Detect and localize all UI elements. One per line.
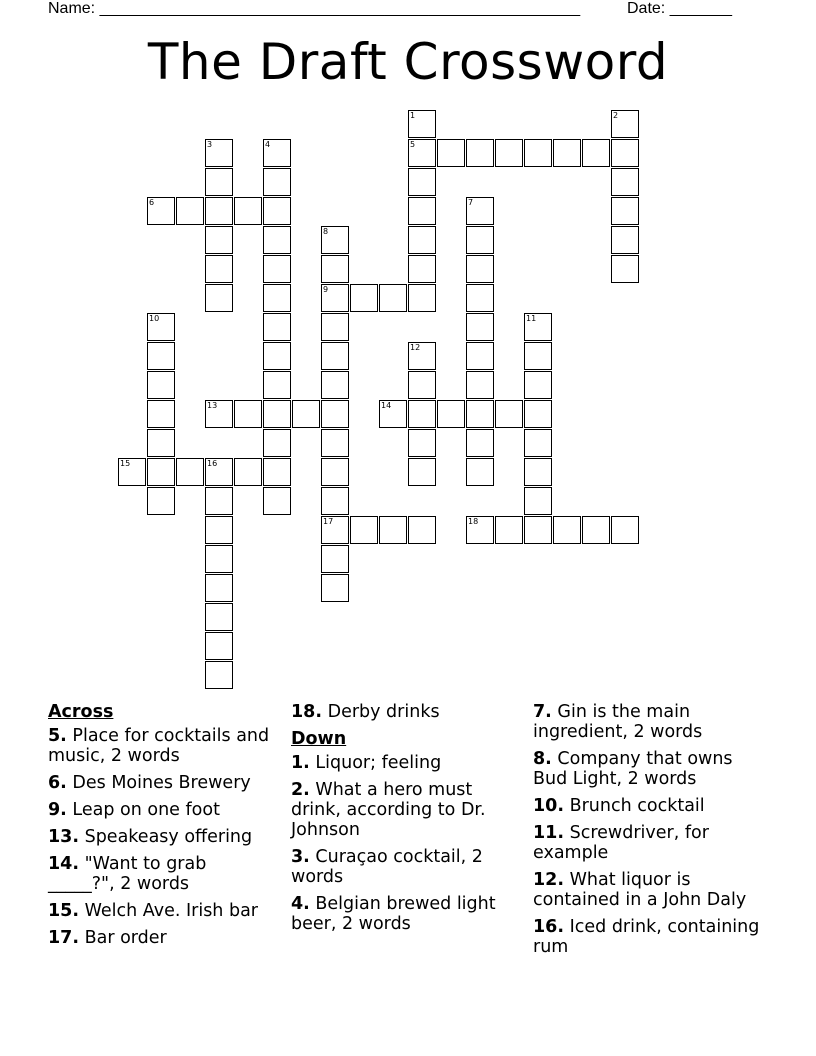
grid-cell: [321, 516, 349, 544]
grid-cell: [495, 139, 523, 167]
grid-cell: [205, 661, 233, 689]
grid-cell: [321, 458, 349, 486]
grid-cell: [205, 139, 233, 167]
grid-cell: [379, 284, 407, 312]
clues-column-1: [48, 700, 278, 955]
grid-cell: [408, 139, 436, 167]
grid-cell: [263, 226, 291, 254]
grid-cell: [263, 255, 291, 283]
grid-cell: [611, 226, 639, 254]
clue-across-15: 15. Welch Ave. Irish bar: [48, 901, 258, 921]
grid-cell: [263, 313, 291, 341]
grid-cell: [234, 400, 262, 428]
clue-number: 8: [323, 227, 329, 236]
clue-number: 6: [149, 198, 155, 207]
grid-cell: [466, 226, 494, 254]
grid-cell: [205, 168, 233, 196]
grid-cell: [524, 487, 552, 515]
grid-cell: [205, 574, 233, 602]
grid-cell: [263, 139, 291, 167]
grid-cell: [408, 429, 436, 457]
grid-cell: [321, 487, 349, 515]
grid-cell: [263, 342, 291, 370]
clue-number: 1: [410, 111, 416, 120]
clue-number: 7: [468, 198, 474, 207]
grid-cell: [408, 371, 436, 399]
clue-number: 10: [149, 314, 160, 323]
grid-cell: [408, 168, 436, 196]
grid-cell: [205, 516, 233, 544]
grid-cell: [611, 139, 639, 167]
grid-cell: [321, 313, 349, 341]
grid-cell: [379, 400, 407, 428]
grid-cell: [118, 458, 146, 486]
grid-cell: [466, 516, 494, 544]
grid-cell: [321, 400, 349, 428]
clue-down-16: 16. Iced drink, containing rum: [533, 917, 760, 957]
grid-cell: [611, 110, 639, 138]
grid-cell: [408, 342, 436, 370]
clue-down-10: 10. Brunch cocktail: [533, 796, 705, 816]
grid-cell: [350, 516, 378, 544]
grid-cell: [263, 284, 291, 312]
clue-down-3: 3. Curaçao cocktail, 2 words: [291, 847, 483, 887]
down-heading: Down: [291, 729, 347, 749]
grid-cell: [234, 458, 262, 486]
grid-cell: [205, 487, 233, 515]
clue-across-6: 6. Des Moines Brewery: [48, 773, 251, 793]
grid-cell: [524, 400, 552, 428]
clues-column-3: [533, 700, 768, 964]
grid-cell: [466, 342, 494, 370]
grid-cell: [524, 371, 552, 399]
clue-across-14: 14. "Want to grab _____?", 2 words: [48, 854, 207, 894]
grid-cell: [582, 516, 610, 544]
page-title: The Draft Crossword: [147, 33, 669, 91]
grid-cell: [321, 255, 349, 283]
grid-cell: [408, 226, 436, 254]
grid-cell: [611, 255, 639, 283]
grid-cell: [147, 429, 175, 457]
grid-cell: [524, 516, 552, 544]
grid-cell: [205, 226, 233, 254]
clue-number: 16: [207, 459, 218, 468]
grid-cell: [466, 284, 494, 312]
grid-cell: [205, 400, 233, 428]
grid-cell: [524, 139, 552, 167]
grid-cell: [263, 197, 291, 225]
grid-cell: [263, 429, 291, 457]
grid-cell: [408, 516, 436, 544]
clue-down-12: 12. What liquor is contained in a John Daly: [533, 870, 747, 910]
clue-down-4: 4. Belgian brewed light beer, 2 words: [291, 894, 496, 934]
grid-cell: [263, 458, 291, 486]
grid-cell: [147, 197, 175, 225]
grid-cell: [292, 400, 320, 428]
grid-cell: [321, 429, 349, 457]
grid-cell: [466, 429, 494, 457]
grid-cell: [176, 458, 204, 486]
grid-cell: [408, 400, 436, 428]
grid-cell: [379, 516, 407, 544]
grid-cell: [524, 429, 552, 457]
clue-down-8: 8. Company that owns Bud Light, 2 words: [533, 749, 733, 789]
grid-cell: [553, 516, 581, 544]
clue-number: 14: [381, 401, 392, 410]
grid-cell: [147, 487, 175, 515]
grid-cell: [466, 313, 494, 341]
grid-cell: [524, 342, 552, 370]
grid-cell: [147, 313, 175, 341]
grid-cell: [263, 371, 291, 399]
grid-cell: [408, 197, 436, 225]
clue-number: 4: [265, 140, 271, 149]
clue-down-2: 2. What a hero must drink, according to Dr. Johnson: [291, 780, 486, 840]
grid-cell: [147, 371, 175, 399]
grid-cell: [321, 226, 349, 254]
date-field-label: Date: _______: [627, 0, 732, 17]
grid-cell: [263, 487, 291, 515]
grid-cell: [263, 400, 291, 428]
grid-cell: [205, 458, 233, 486]
clue-number: 5: [410, 140, 416, 149]
grid-cell: [466, 197, 494, 225]
across-heading: Across: [48, 702, 114, 722]
clues-column-2: [291, 700, 521, 941]
grid-cell: [147, 342, 175, 370]
grid-cell: [611, 168, 639, 196]
grid-cell: [147, 458, 175, 486]
grid-cell: [205, 603, 233, 631]
clue-across-13: 13. Speakeasy offering: [48, 827, 253, 847]
grid-cell: [234, 197, 262, 225]
clue-number: 17: [323, 517, 334, 526]
clue-number: 13: [207, 401, 218, 410]
grid-cell: [611, 197, 639, 225]
grid-cell: [176, 197, 204, 225]
grid-cell: [321, 342, 349, 370]
grid-cell: [408, 284, 436, 312]
grid-cell: [321, 574, 349, 602]
clue-number: 9: [323, 285, 329, 294]
clue-number: 2: [613, 111, 619, 120]
grid-cell: [466, 458, 494, 486]
clue-number: 18: [468, 517, 479, 526]
clue-number: 11: [526, 314, 537, 323]
grid-cell: [437, 139, 465, 167]
grid-cell: [611, 516, 639, 544]
clue-down-1: 1. Liquor; feeling: [291, 753, 442, 773]
grid-cell: [321, 284, 349, 312]
name-field-label: Name: ______________________________________________________: [48, 0, 581, 17]
grid-cell: [437, 400, 465, 428]
grid-cell: [524, 458, 552, 486]
grid-cell: [495, 400, 523, 428]
grid-cell: [147, 400, 175, 428]
grid-cell: [350, 284, 378, 312]
grid-cell: [495, 516, 523, 544]
grid-cell: [205, 255, 233, 283]
grid-cell: [205, 632, 233, 660]
grid-cell: [263, 168, 291, 196]
clue-across-9: 9. Leap on one foot: [48, 800, 220, 820]
clue-down-7: 7. Gin is the main ingredient, 2 words: [533, 702, 703, 742]
grid-cell: [466, 371, 494, 399]
grid-cell: [524, 313, 552, 341]
clue-across-5: 5. Place for cocktails and music, 2 words: [48, 726, 270, 766]
grid-cell: [408, 110, 436, 138]
grid-cell: [553, 139, 581, 167]
grid-cell: [466, 255, 494, 283]
grid-cell: [466, 400, 494, 428]
grid-cell: [205, 545, 233, 573]
clue-across-18: 18. Derby drinks: [291, 702, 440, 722]
grid-cell: [408, 255, 436, 283]
clue-across-17: 17. Bar order: [48, 928, 167, 948]
clue-number: 15: [120, 459, 131, 468]
clue-number: 12: [410, 343, 421, 352]
clue-down-11: 11. Screwdriver, for example: [533, 823, 709, 863]
grid-cell: [205, 284, 233, 312]
grid-cell: [321, 371, 349, 399]
grid-cell: [466, 139, 494, 167]
grid-cell: [321, 545, 349, 573]
clue-number: 3: [207, 140, 213, 149]
grid-cell: [582, 139, 610, 167]
grid-cell: [205, 197, 233, 225]
grid-cell: [408, 458, 436, 486]
